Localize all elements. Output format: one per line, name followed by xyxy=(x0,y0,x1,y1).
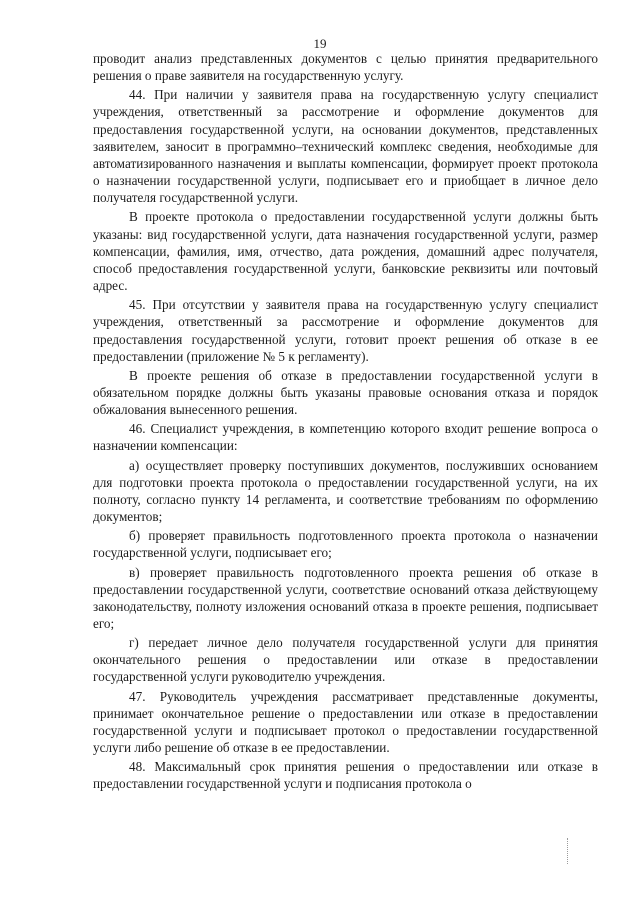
paragraph-45-refusal-contents: В проекте решения об отказе в предоставлении государственной услуги в обязательном порядке должны быть указаны правовые основания отказа и порядок обжалования вынесенного решения. xyxy=(93,367,598,418)
paragraph-46-item-v: в) проверяет правильность подготовленного проекта решения об отказе в предоставлении государственной услуги, соответствие оснований отказа действующему законодательству, полноту изложения оснований отказа в проекте решения, подписывает его; xyxy=(93,564,598,631)
page-number: 19 xyxy=(313,36,327,51)
paragraph-45: 45. При отсутствии у заявителя права на государственную услугу специалист учреждения, ответственный за рассмотрение и оформление документов для предоставления государственной услуги, готовит проект решения об отказе в ее предоставлении (приложение № 5 к регламенту). xyxy=(93,297,598,364)
paragraph-46-item-b: б) проверяет правильность подготовленного проекта протокола о назначении государственной услуги, подписывает его; xyxy=(93,528,598,561)
scan-artifact-mark xyxy=(567,838,569,864)
paragraph-46: 46. Специалист учреждения, в компетенцию которого входит решение вопроса о назначении компенсации: xyxy=(93,421,598,454)
paragraph-44: 44. При наличии у заявителя права на государственную услугу специалист учреждения, ответственный за рассмотрение и оформление документов для предоставления государственной услуги, на основании документов, представленных заявителем, заносит в программно–технический комплекс сведения, необходимые для автоматизированного назначения и выплаты компенсации, формирует проект протокола о назначении государственной услуги, подписывает его и приобщает в личное дело получателя государственной услуги. xyxy=(93,87,598,206)
paragraph-48: 48. Максимальный срок принятия решения о предоставлении или отказе в предоставлении государственной услуги и подписания протокола о xyxy=(93,759,598,792)
paragraph-intro: проводит анализ представленных документов с целью принятия предварительного решения о праве заявителя на государственную услугу. xyxy=(93,51,598,84)
paragraph-46-item-a: а) осуществляет проверку поступивших документов, послуживших основанием для подготовки проекта протокола о предоставлении государственной услуги, на их полноту, согласно пункту 14 регламента, и соответствие требованиям по оформлению документов; xyxy=(93,457,598,525)
paragraph-47: 47. Руководитель учреждения рассматривает представленные документы, принимает окончательное решение о предоставлении или отказе в предоставлении государственной услуги и подписывает протокол о предоставлении государственной услуги либо решение об отказе в ее предоставлении. xyxy=(93,688,598,756)
document-body xyxy=(93,50,598,795)
paragraph-46-item-g: г) передает личное дело получателя государственной услуги для принятия окончательного решения о предоставлении или отказе в предоставлении государственной услуги руководителю учреждения. xyxy=(93,635,598,685)
paragraph-44-protocol-contents: В проекте протокола о предоставлении государственной услуги должны быть указаны: вид государственной услуги, дата назначения государственной услуги, размер компенсации, фамилия, имя, отчество, дата рождения, домашний адрес получателя, способ предоставления государственной услуги, банковские реквизиты или почтовый адрес. xyxy=(93,209,598,294)
